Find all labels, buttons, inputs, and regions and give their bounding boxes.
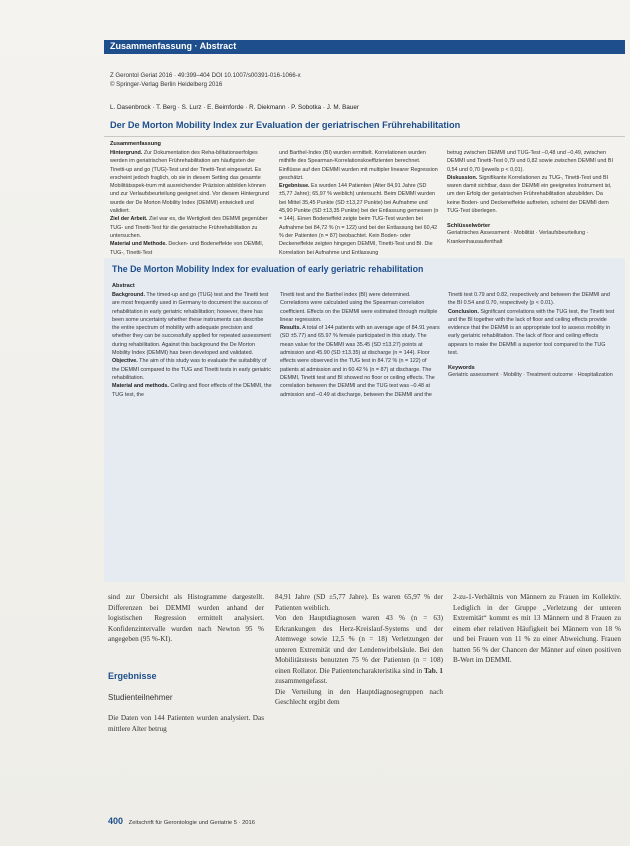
copyright-line: © Springer-Verlag Berlin Heidelberg 2016 <box>110 81 223 88</box>
journal-name: Zeitschrift für Gerontologie und Geriatrie 5 · 2016 <box>128 820 255 826</box>
english-keywords: Geriatric assessment · Mobility · Treatment outcome · Hospitalization <box>448 372 613 379</box>
english-abstract-col1: Background. The timed-up and go (TUG) test and the Tinetti test are most frequently used in Germany to document the success of rehabilitation in early geriatric rehabilitation; however, there has been some uncertainty whether these instruments can describe the entire spectrum of mobility with adequate precision and whether they can be successfully applied for repeated assessment during rehabilitation. Against this background the De Morton Mobility Index (DEMMI) has been developed and validated. Objective. The aim of this study was to evaluate the suitability of the DEMMI compared to the TUG and Tinetti tests in early geriatric rehabilitation. Material and methods. Ceiling and floor effects of the DEMMI, the TUG test, the <box>112 292 272 398</box>
english-title: The De Morton Mobility Index for evaluation of early geriatric rehabilitation <box>112 264 424 274</box>
abstract-header-bar <box>104 40 625 54</box>
body-col3-text: 2-zu-1-Verhältnis von Männern zu Frauen im Kollektiv. Lediglich in der Gruppe „Verletzung der unteren Extremität“ kommt es mit 13 Männern und 8 Frauen zu einem eher relativen Häufigkeit bei Männern von 18 % und bei Frauen von 11 % zu einer Abweichung. Frauen hatten 56 % der Chancen der Männer auf einen positiven B-Wert im DEMMI. <box>453 593 621 664</box>
german-keywords: Geriatrisches Assessment · Mobilität · Verlaufsbeurteilung · Krankenhausaufenthalt <box>447 230 589 245</box>
page-footer <box>108 816 255 826</box>
author-list: L. Dasenbrock · T. Berg · S. Lurz · E. Beimforde · R. Diekmann · P. Sobotka · J. M. Bauer <box>110 104 359 111</box>
body-col1-text: sind zur Übersicht als Histogramme dargestellt. Differenzen bei DEMMI wurden anhand der logistischen Regression ermittelt analysiert. Konfidenzintervalle wurden nach Newton 95 % angegeben (95 %-KI). <box>108 593 264 643</box>
german-abstract-col3: betrug zwischen DEMMI und TUG-Test –0,48 und –0,49, zwischen DEMMI und Tinetti-Test 0,79 und 0,82 sowie zwischen DEMMI und BI 0,54 und 0,70 (jeweils p < 0,01). Diskussion. Signifikante Korrelationen zu TUG-, Tinetti-Test und BI waren damit sichtbar, dass der DEMMI ein geeignetes Instrument ist, um den Erfolg der geriatrischen Frührehabilitation abzubilden. Da keine Boden- und Deckeneffekte auftreten, scheint der DEMMI dem TUG-Test überlegen. Schlüsselwörter Geriatrisches Assessment · Mobilität · Verlaufsbeurteilung · Krankenhausaufenthalt <box>447 149 617 252</box>
page-number: 400 <box>108 816 124 826</box>
divider <box>104 136 625 137</box>
german-abstract-col1: Hintergrund. Zur Dokumentation des Reha-bilitationserfolges werden im geriatrischen Frührehabilitation am häufigsten der Tinetti-up and go (TUG)-Test und der Tinetti-Test eingesetzt. Es erscheint jedoch fraglich, ob sie in diesem Setting das gesamte Mobilitätsspek-trum mit ausreichender Präzision abbilden können und zur Verlaufsbeurteilung geeignet sind. Vor diesem Hintergrund wurde der De Morton Mobility Index (DEMMI) entwickelt und validiert. Ziel der Arbeit. Ziel war es, die Wertigkeit des DEMMI gegenüber TUG- und Tinetti-Test für die geriatrische Frührehabilitation zu untersuchen. Material und Methode. Decken- und Bodeneffekte von DEMMI, TUG-, Tinetti-Test <box>110 150 269 256</box>
citation-line: Z Gerontol Geriat 2016 · 49:399–404 DOI 10.1007/s00391-016-1066-x <box>110 72 301 79</box>
results-heading: Ergebnisse <box>108 671 157 681</box>
german-abstract-heading: Zusammenfassung <box>110 141 161 147</box>
english-abstract-heading: Abstract <box>112 283 135 289</box>
german-title: Der De Morton Mobility Index zur Evaluation der geriatrischen Frührehabilitation <box>110 120 461 130</box>
abstract-header-title: Zusammenfassung · Abstract <box>110 41 237 51</box>
english-keywords-label: Keywords <box>448 365 475 372</box>
german-abstract-col2: und Barthel-Index (BI) wurden ermittelt. Korrelationen wurden mithilfe des Spearman-Korrelationskoeffizienten berechnet. Einflüsse auf den DEMMI wurden mit multipler linearer Regression geschätzt. Ergebnisse. Es wurden 144 Patienten (Alter 84,91 Jahre (SD ±5,77 Jahre); 65,97 % weiblich) untersucht. Beim DEMMI wurden bei Mittel 35,45 Punkte (SD ±13,27 Punkte) bei Aufnahme und 45,90 Punkte (SD ±13,35 Punkte) bei der Entlassung gemessen (n = 144). Einen Bodeneffekt zeigte beim TUG-Test wurden bei Aufnahme bei 84,72 % (n = 122) und bei der Entlassung bei 60,42 % der Patienten (n = 87) beobachtet. Kein Boden- oder Deckeneffekte zeigten hingegen DEMMI, Tinetti-Test und BI. Die Korrelation bei Aufnahme und Entlassung <box>279 150 439 256</box>
body-col2-text: 84,91 Jahre (SD ±5,77 Jahre). Es waren 65,97 % der Patienten weiblich. Von den Hauptdiagnosen waren 43 % (n = 63) Erkrankungen des Herz-Kreislauf-Systems und der Atemwege sowie 12,5 % (n = 18) Verletzungen der unteren Extremität und der Lendenwirbelsäule. Bei den Mobilitätstests benutzten 75 % der Patienten (n = 108) einen Rollator. Die Patientencharakteristika sind in Tab. 1 zusammengefasst. Die Verteilung in den Hauptdiagnosegruppen nach Geschlecht ergibt dem <box>275 593 443 706</box>
english-abstract-col3: Tinetti test 0.79 and 0.82, respectively and between the DEMMI and the BI 0.54 and 0.70, respectively (p < 0.01). Conclusion. Significant correlations with the TUG test, the Tinetti test and the BI together with the lack of floor and ceiling effects provide evidence that the DEMMI is an appropriate tool to assess mobility in early geriatric rehabilitation. The lack of floor and ceiling effects appears to make the DEMMI a superior tool compared to the TUG test. Keywords Geriatric assessment · Mobility · Treatment outcome · Hospitalization <box>448 292 615 379</box>
participants-subheading: Studienteilnehmer <box>108 693 173 702</box>
body-col1-text2: Die Daten von 144 Patienten wurden analysiert. Das mittlere Alter betrug <box>108 714 264 733</box>
english-abstract-col2: Tinetti test and the Barthel index (BI) were determined. Correlations were calculated using the Spearman correlation coefficient. Effects on the DEMMI were estimated through multiple linear regression. Results. A total of 144 patients with an average age of 84.91 years (SD ±5.77) and 65.97 % female participated in this study. The mean value for the DEMMI was 35.45 (SD ±13.27) points at admission and 45.90 (SD ±13.35) at discharge (n = 144). Floor effects were observed in the TUG test in 84.72 % (n = 122) of patients at admission and in 60.42 % (n = 87) at discharge. The DEMMI, Tinetti test and BI showed no floor or ceiling effects. The correlation between the DEMMI and the TUG test was –0.48 at admission and –0.49 at discharge, between the DEMMI and the <box>280 292 440 398</box>
german-keywords-label: Schlüsselwörter <box>447 223 491 230</box>
table-reference[interactable]: Tab. 1 <box>423 666 443 675</box>
article-meta <box>110 71 301 89</box>
